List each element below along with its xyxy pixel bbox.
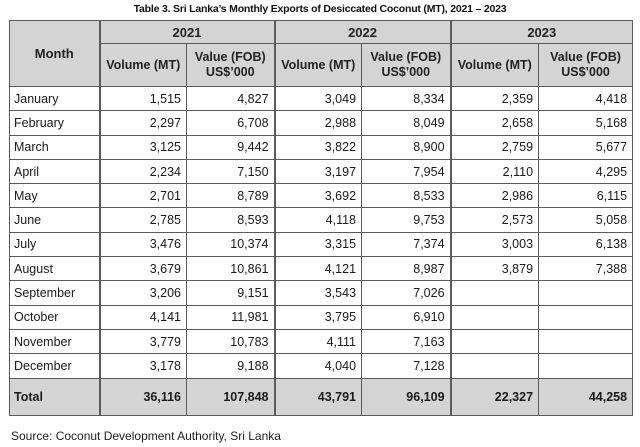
- volume-2022-cell: 3,543: [275, 281, 362, 305]
- source-note: Source: Coconut Development Authority, Sri Lanka: [11, 429, 281, 443]
- value-2021-cell: 9,151: [187, 281, 275, 305]
- year-header-2022: 2022: [275, 21, 451, 44]
- value-2021-cell: 6,708: [187, 111, 275, 135]
- volume-2022-cell: 3,692: [275, 184, 362, 208]
- month-column-header: Month: [10, 21, 100, 87]
- volume-2021-cell: 2,701: [100, 184, 187, 208]
- value-2023-cell: [539, 281, 633, 305]
- volume-2022-cell: 4,040: [275, 354, 362, 378]
- value-2022-cell: 7,374: [362, 232, 451, 256]
- total-volume-2023: 22,327: [451, 378, 539, 415]
- volume-2022-cell: 3,197: [275, 159, 362, 183]
- volume-2023-cell: 2,986: [451, 184, 539, 208]
- value-2022-cell: 7,954: [362, 159, 451, 183]
- volume-2021-cell: 2,297: [100, 111, 187, 135]
- volume-2022-cell: 4,121: [275, 257, 362, 281]
- value-2021-cell: 11,981: [187, 305, 275, 329]
- total-value-2023: 44,258: [539, 378, 633, 415]
- value-2023-cell: 4,295: [539, 159, 633, 183]
- month-cell: March: [10, 135, 100, 159]
- value-2023-cell: [539, 354, 633, 378]
- volume-2023-cell: [451, 281, 539, 305]
- year-header-2021: 2021: [100, 21, 275, 44]
- table-row: [10, 87, 633, 111]
- volume-2021-cell: 1,515: [100, 87, 187, 111]
- volume-2023-cell: [451, 305, 539, 329]
- value-2021-cell: 9,442: [187, 135, 275, 159]
- table-row: [10, 329, 633, 353]
- volume-2023-cell: 2,359: [451, 87, 539, 111]
- value-2022-cell: 7,026: [362, 281, 451, 305]
- value-2023-cell: 6,115: [539, 184, 633, 208]
- value-2022-cell: 8,049: [362, 111, 451, 135]
- volume-2023-cell: 2,658: [451, 111, 539, 135]
- year-header-2023: 2023: [451, 21, 633, 44]
- month-cell: October: [10, 305, 100, 329]
- value-2021-cell: 4,827: [187, 87, 275, 111]
- value-2021-cell: 8,789: [187, 184, 275, 208]
- month-cell: November: [10, 329, 100, 353]
- value-2021-cell: 10,783: [187, 329, 275, 353]
- value-2023-cell: 5,058: [539, 208, 633, 232]
- table-row: [10, 159, 633, 183]
- total-volume-2022: 43,791: [275, 378, 362, 415]
- month-cell: February: [10, 111, 100, 135]
- volume-2022-cell: 4,111: [275, 329, 362, 353]
- volume-2023-cell: 2,110: [451, 159, 539, 183]
- table-row: [10, 281, 633, 305]
- table-body: [10, 87, 633, 379]
- volume-2023-cell: 2,759: [451, 135, 539, 159]
- month-cell: June: [10, 208, 100, 232]
- total-label: Total: [10, 378, 100, 415]
- table-row: [10, 232, 633, 256]
- volume-2023-cell: [451, 329, 539, 353]
- month-cell: August: [10, 257, 100, 281]
- volume-2021-cell: 3,779: [100, 329, 187, 353]
- value-2022-cell: 8,533: [362, 184, 451, 208]
- month-cell: April: [10, 159, 100, 183]
- volume-header-2023: Volume (MT): [451, 44, 539, 87]
- value-2023-cell: 6,138: [539, 232, 633, 256]
- value-2022-cell: 6,910: [362, 305, 451, 329]
- month-cell: December: [10, 354, 100, 378]
- volume-2021-cell: 3,178: [100, 354, 187, 378]
- table-row: [10, 305, 633, 329]
- value-2023-cell: 4,418: [539, 87, 633, 111]
- table-row: [10, 208, 633, 232]
- volume-2021-cell: 3,679: [100, 257, 187, 281]
- volume-2021-cell: 2,234: [100, 159, 187, 183]
- value-2023-cell: 7,388: [539, 257, 633, 281]
- volume-2023-cell: [451, 354, 539, 378]
- value-2023-cell: [539, 305, 633, 329]
- volume-2022-cell: 3,315: [275, 232, 362, 256]
- volume-2022-cell: 3,795: [275, 305, 362, 329]
- table-row: [10, 135, 633, 159]
- value-header-2021: Value (FOB) US$’000: [187, 44, 275, 87]
- volume-2021-cell: 2,785: [100, 208, 187, 232]
- volume-2021-cell: 3,206: [100, 281, 187, 305]
- volume-2022-cell: 3,822: [275, 135, 362, 159]
- volume-2023-cell: 3,879: [451, 257, 539, 281]
- table-row: [10, 354, 633, 378]
- value-2022-cell: 8,987: [362, 257, 451, 281]
- value-2023-cell: 5,168: [539, 111, 633, 135]
- value-header-2022: Value (FOB) US$’000: [362, 44, 451, 87]
- value-2022-cell: 8,334: [362, 87, 451, 111]
- total-value-2021: 107,848: [187, 378, 275, 415]
- total-value-2022: 96,109: [362, 378, 451, 415]
- total-volume-2021: 36,116: [100, 378, 187, 415]
- table-title: Table 3. Sri Lanka’s Monthly Exports of Desiccated Coconut (MT), 2021 – 2023: [133, 3, 507, 15]
- volume-2021-cell: 3,125: [100, 135, 187, 159]
- volume-header-2022: Volume (MT): [275, 44, 362, 87]
- value-2021-cell: 7,150: [187, 159, 275, 183]
- volume-2023-cell: 3,003: [451, 232, 539, 256]
- total-row: [10, 378, 633, 415]
- volume-header-2021: Volume (MT): [100, 44, 187, 87]
- table-row: [10, 111, 633, 135]
- exports-table: [9, 20, 633, 416]
- volume-2022-cell: 4,118: [275, 208, 362, 232]
- month-cell: July: [10, 232, 100, 256]
- table-row: [10, 257, 633, 281]
- month-cell: January: [10, 87, 100, 111]
- volume-2021-cell: 4,141: [100, 305, 187, 329]
- value-2023-cell: [539, 329, 633, 353]
- value-2023-cell: 5,677: [539, 135, 633, 159]
- value-2022-cell: 7,163: [362, 329, 451, 353]
- value-2021-cell: 8,593: [187, 208, 275, 232]
- value-2022-cell: 7,128: [362, 354, 451, 378]
- table-row: [10, 184, 633, 208]
- value-2021-cell: 10,861: [187, 257, 275, 281]
- volume-2022-cell: 3,049: [275, 87, 362, 111]
- volume-2023-cell: 2,573: [451, 208, 539, 232]
- value-header-2023: Value (FOB) US$’000: [539, 44, 633, 87]
- month-cell: May: [10, 184, 100, 208]
- volume-2022-cell: 2,988: [275, 111, 362, 135]
- value-2021-cell: 9,188: [187, 354, 275, 378]
- month-cell: September: [10, 281, 100, 305]
- volume-2021-cell: 3,476: [100, 232, 187, 256]
- value-2021-cell: 10,374: [187, 232, 275, 256]
- value-2022-cell: 8,900: [362, 135, 451, 159]
- value-2022-cell: 9,753: [362, 208, 451, 232]
